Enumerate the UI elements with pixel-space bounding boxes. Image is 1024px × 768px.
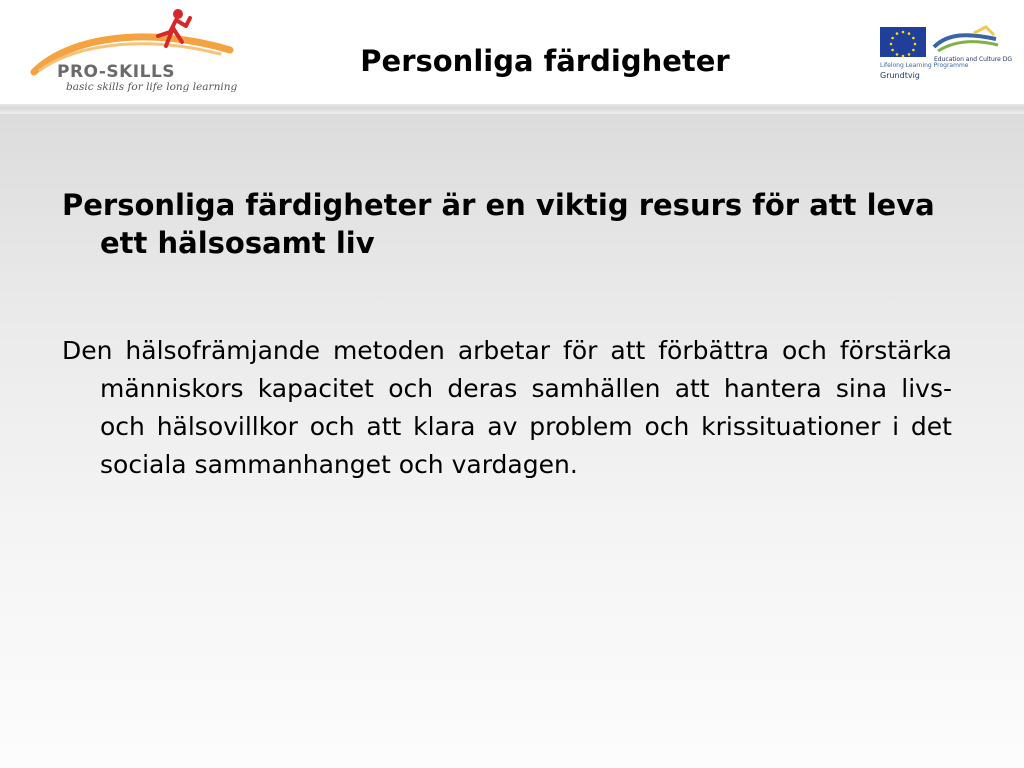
- eu-programme-line3: Grundtvig: [880, 71, 920, 80]
- lifelong-learning-logo-icon: [934, 27, 998, 51]
- content-heading: Personliga färdigheter är en viktig resurs för att leva ett hälsosamt liv: [62, 188, 935, 260]
- page-title: Personliga färdigheter: [360, 44, 730, 78]
- content-paragraph: Den hälsofrämjande metoden arbetar för att förbättra och förstärka människors kapacitet och deras samhällen att hantera sina livs- och hälsovillkor och att klara av problem och krissituationer i det sociala sammanhanget och vardagen.: [62, 336, 952, 479]
- logo-tagline: basic skills for life long learning: [66, 81, 238, 93]
- slide-header: [0, 0, 1024, 104]
- header-divider: [0, 104, 1024, 114]
- logo-name: PRO-SKILLS: [57, 62, 176, 82]
- eu-programme-line2: Lifelong Learning Programme: [880, 62, 969, 69]
- eu-programme-line1: Education and Culture DG: [934, 56, 1012, 63]
